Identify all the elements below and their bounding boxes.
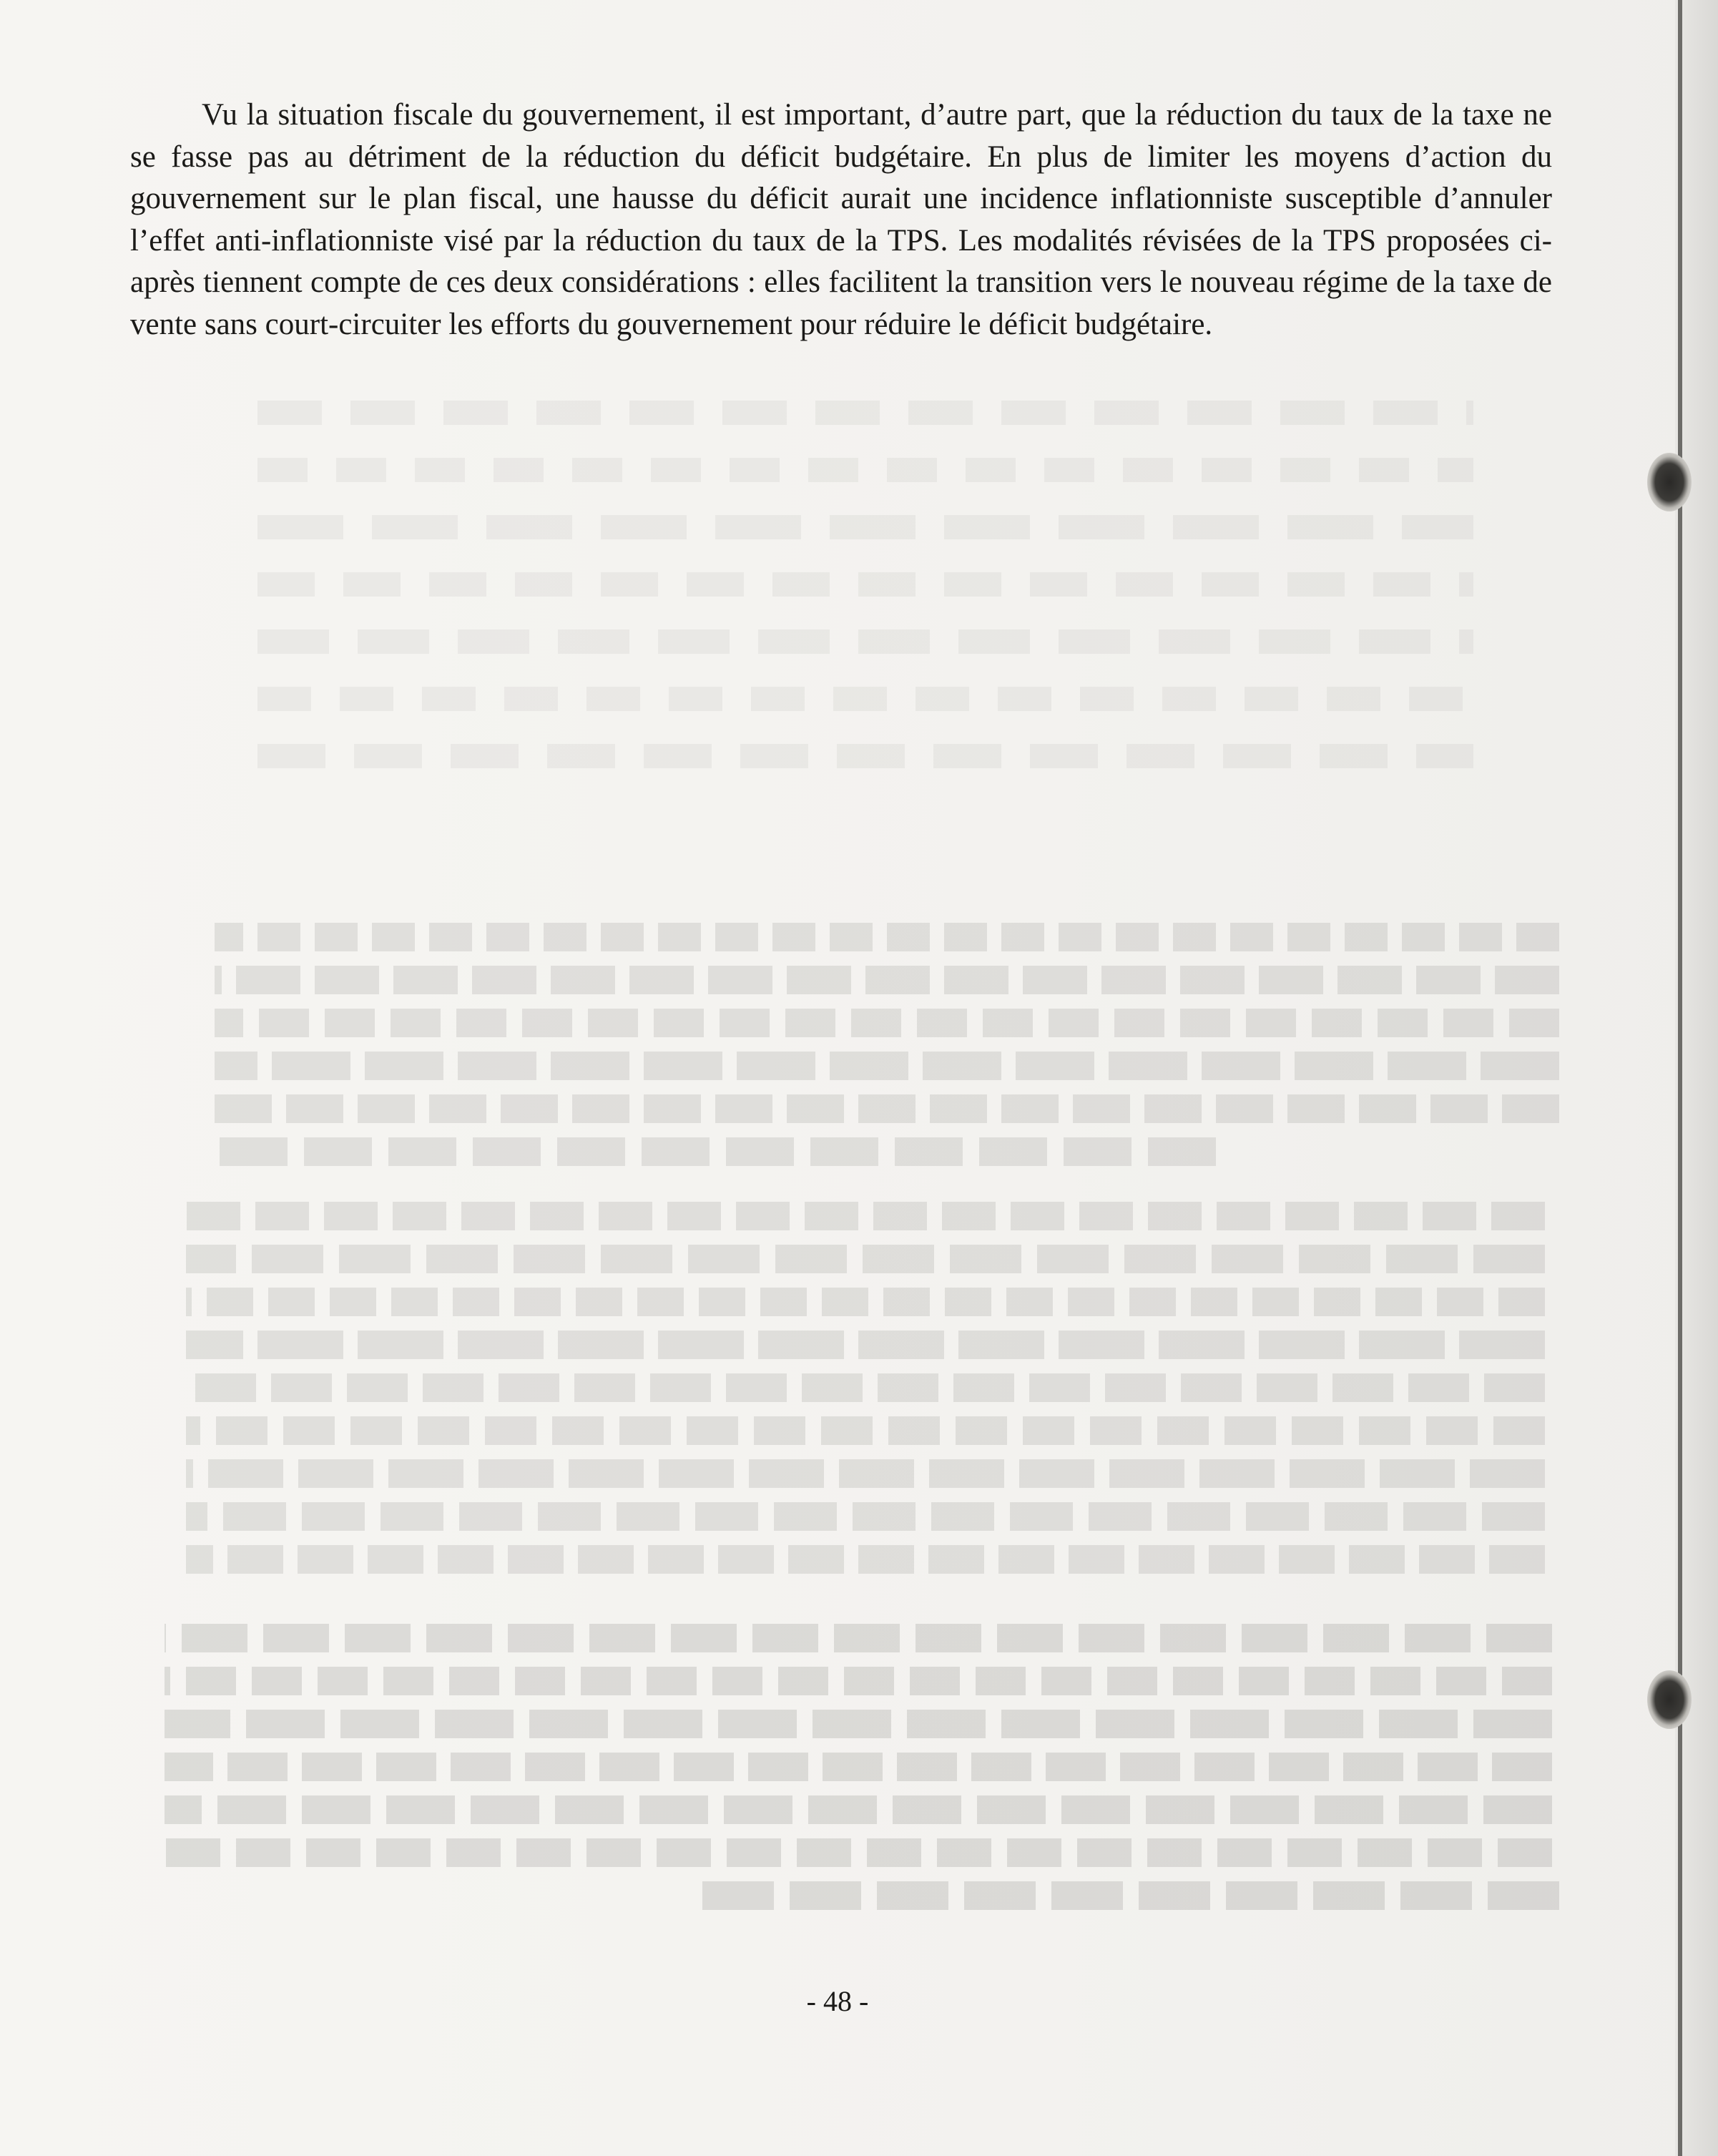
body-paragraph: Vu la situation fiscale du gouvernement, il est important, d’autre part, que la réduction du taux de la taxe ne se fasse pas au détriment de la réduction du déficit budgétaire. En plus de limiter les moyens d’action du gouvernement sur le plan fiscal, une hausse du déficit aurait une incidence inflationniste susceptible d’annuler l’effet anti-inflationniste visé par la réduction du taux de la TPS. Les modalités révisées de la TPS proposées ci-après tiennent compte de ces deux considérations : elles facilitent la transition vers le nouveau régime de la taxe de vente sans court-circuiter les efforts du gouvernement pour réduire le déficit budgétaire. (130, 98, 1552, 341)
binder-ring-hole-top (1647, 453, 1692, 511)
binder-ring-hole-bottom (1647, 1670, 1692, 1729)
binder-line (1678, 0, 1682, 2156)
page-number: - 48 - (806, 1985, 869, 2017)
